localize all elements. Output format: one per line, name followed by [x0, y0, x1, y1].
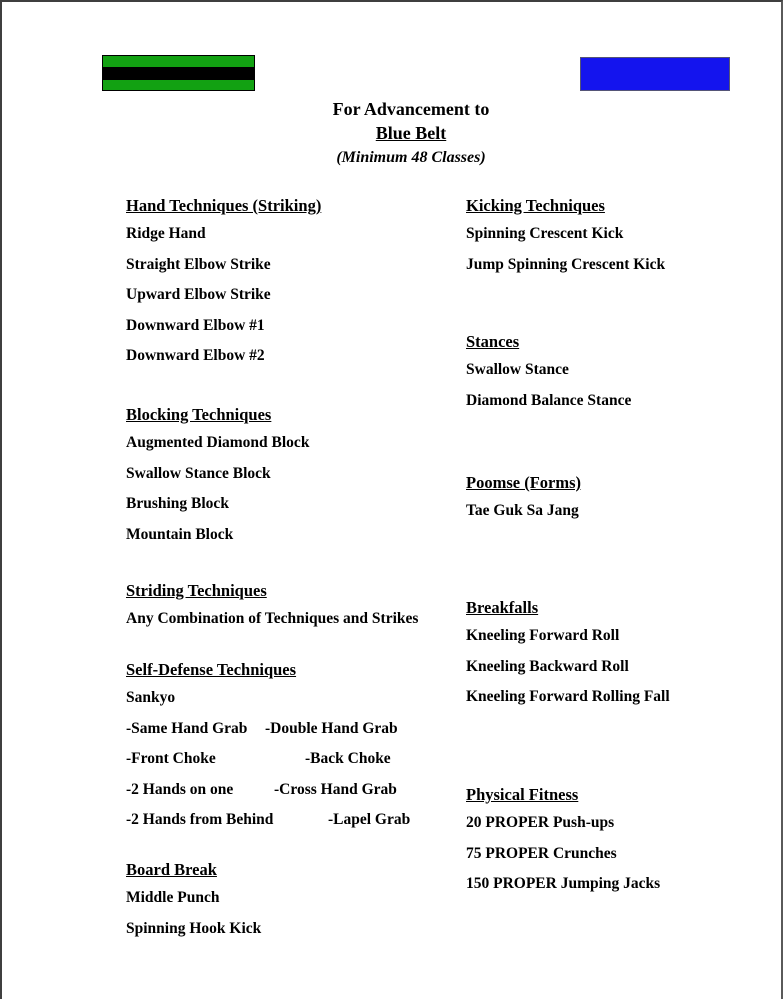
list-item: 20 PROPER Push-ups: [466, 814, 615, 831]
list-item: Upward Elbow Strike: [126, 286, 271, 303]
section-heading: Self-Defense Techniques: [126, 660, 297, 679]
green-belt-graphic: [102, 55, 255, 91]
pair-right: -Double Hand Grab: [265, 719, 398, 737]
list-item: Mountain Block: [126, 525, 234, 543]
section-heading: Physical Fitness: [466, 785, 579, 804]
section-heading: Kicking Techniques: [466, 196, 605, 215]
list-item: Augmented Diamond Block: [126, 434, 310, 451]
pair-left: -Front Choke: [126, 750, 216, 767]
section-heading: Hand Techniques (Striking): [126, 196, 322, 215]
list-item: Spinning Crescent Kick: [466, 225, 624, 242]
section-poomse-forms: [466, 474, 581, 534]
pair-row: [126, 719, 398, 737]
list-item: Downward Elbow #1: [126, 316, 265, 334]
page-title-line2: Blue Belt: [375, 123, 447, 143]
section-kicking-techniques: [466, 197, 665, 287]
section-self-defense-techniques: [126, 660, 411, 843]
pair-right: -Lapel Grab: [328, 811, 411, 828]
section-heading: Striding Techniques: [126, 581, 267, 600]
list-item: 150 PROPER Jumping Jacks: [466, 875, 661, 892]
section-hand-techniques: [126, 197, 321, 379]
list-item: Middle Punch: [126, 889, 220, 906]
list-item: Ridge Hand: [126, 225, 206, 242]
page-subtitle: (Minimum 48 Classes): [336, 149, 486, 166]
pair-left: -2 Hands on one: [126, 780, 234, 798]
list-item: Straight Elbow Strike: [126, 255, 271, 273]
section-striding-techniques: [126, 582, 418, 642]
section-heading: Stances: [466, 332, 520, 351]
pair-row: [126, 811, 411, 828]
section-board-break: [126, 861, 261, 951]
page-title-line1: For Advancement to: [332, 99, 490, 119]
list-item: Spinning Hook Kick: [126, 919, 262, 937]
list-item: Jump Spinning Crescent Kick: [466, 255, 666, 273]
pair-left: -2 Hands from Behind: [126, 811, 274, 828]
list-item: Any Combination of Techniques and Strikes: [126, 610, 419, 627]
section-heading: Poomse (Forms): [466, 473, 582, 492]
pair-right: -Back Choke: [305, 750, 391, 767]
section-breakfalls: [466, 599, 670, 720]
black-stripe: [103, 67, 254, 80]
list-item: Downward Elbow #2: [126, 347, 265, 364]
list-item: Brushing Block: [126, 495, 229, 512]
pair-row: [126, 780, 397, 798]
list-item: Kneeling Backward Roll: [466, 657, 629, 675]
pair-left: -Same Hand Grab: [126, 719, 248, 737]
list-item: Diamond Balance Stance: [466, 391, 632, 409]
blue-belt-graphic: [580, 57, 730, 91]
section-heading: Breakfalls: [466, 598, 539, 617]
section-physical-fitness: [466, 786, 660, 907]
list-item: Kneeling Forward Roll: [466, 627, 620, 644]
section-heading: Board Break: [126, 860, 217, 879]
pair-right: -Cross Hand Grab: [274, 780, 397, 798]
section-blocking-techniques: [126, 406, 309, 557]
section-heading: Blocking Techniques: [126, 405, 272, 424]
list-item: 75 PROPER Crunches: [466, 844, 617, 862]
list-item: Kneeling Forward Rolling Fall: [466, 688, 670, 705]
section-stances: [466, 333, 631, 423]
pair-row: [126, 750, 391, 767]
list-item: Swallow Stance: [466, 361, 569, 378]
list-item: Sankyo: [126, 689, 176, 706]
title-block: [126, 98, 696, 170]
list-item: Tae Guk Sa Jang: [466, 502, 579, 519]
list-item: Swallow Stance Block: [126, 464, 271, 482]
